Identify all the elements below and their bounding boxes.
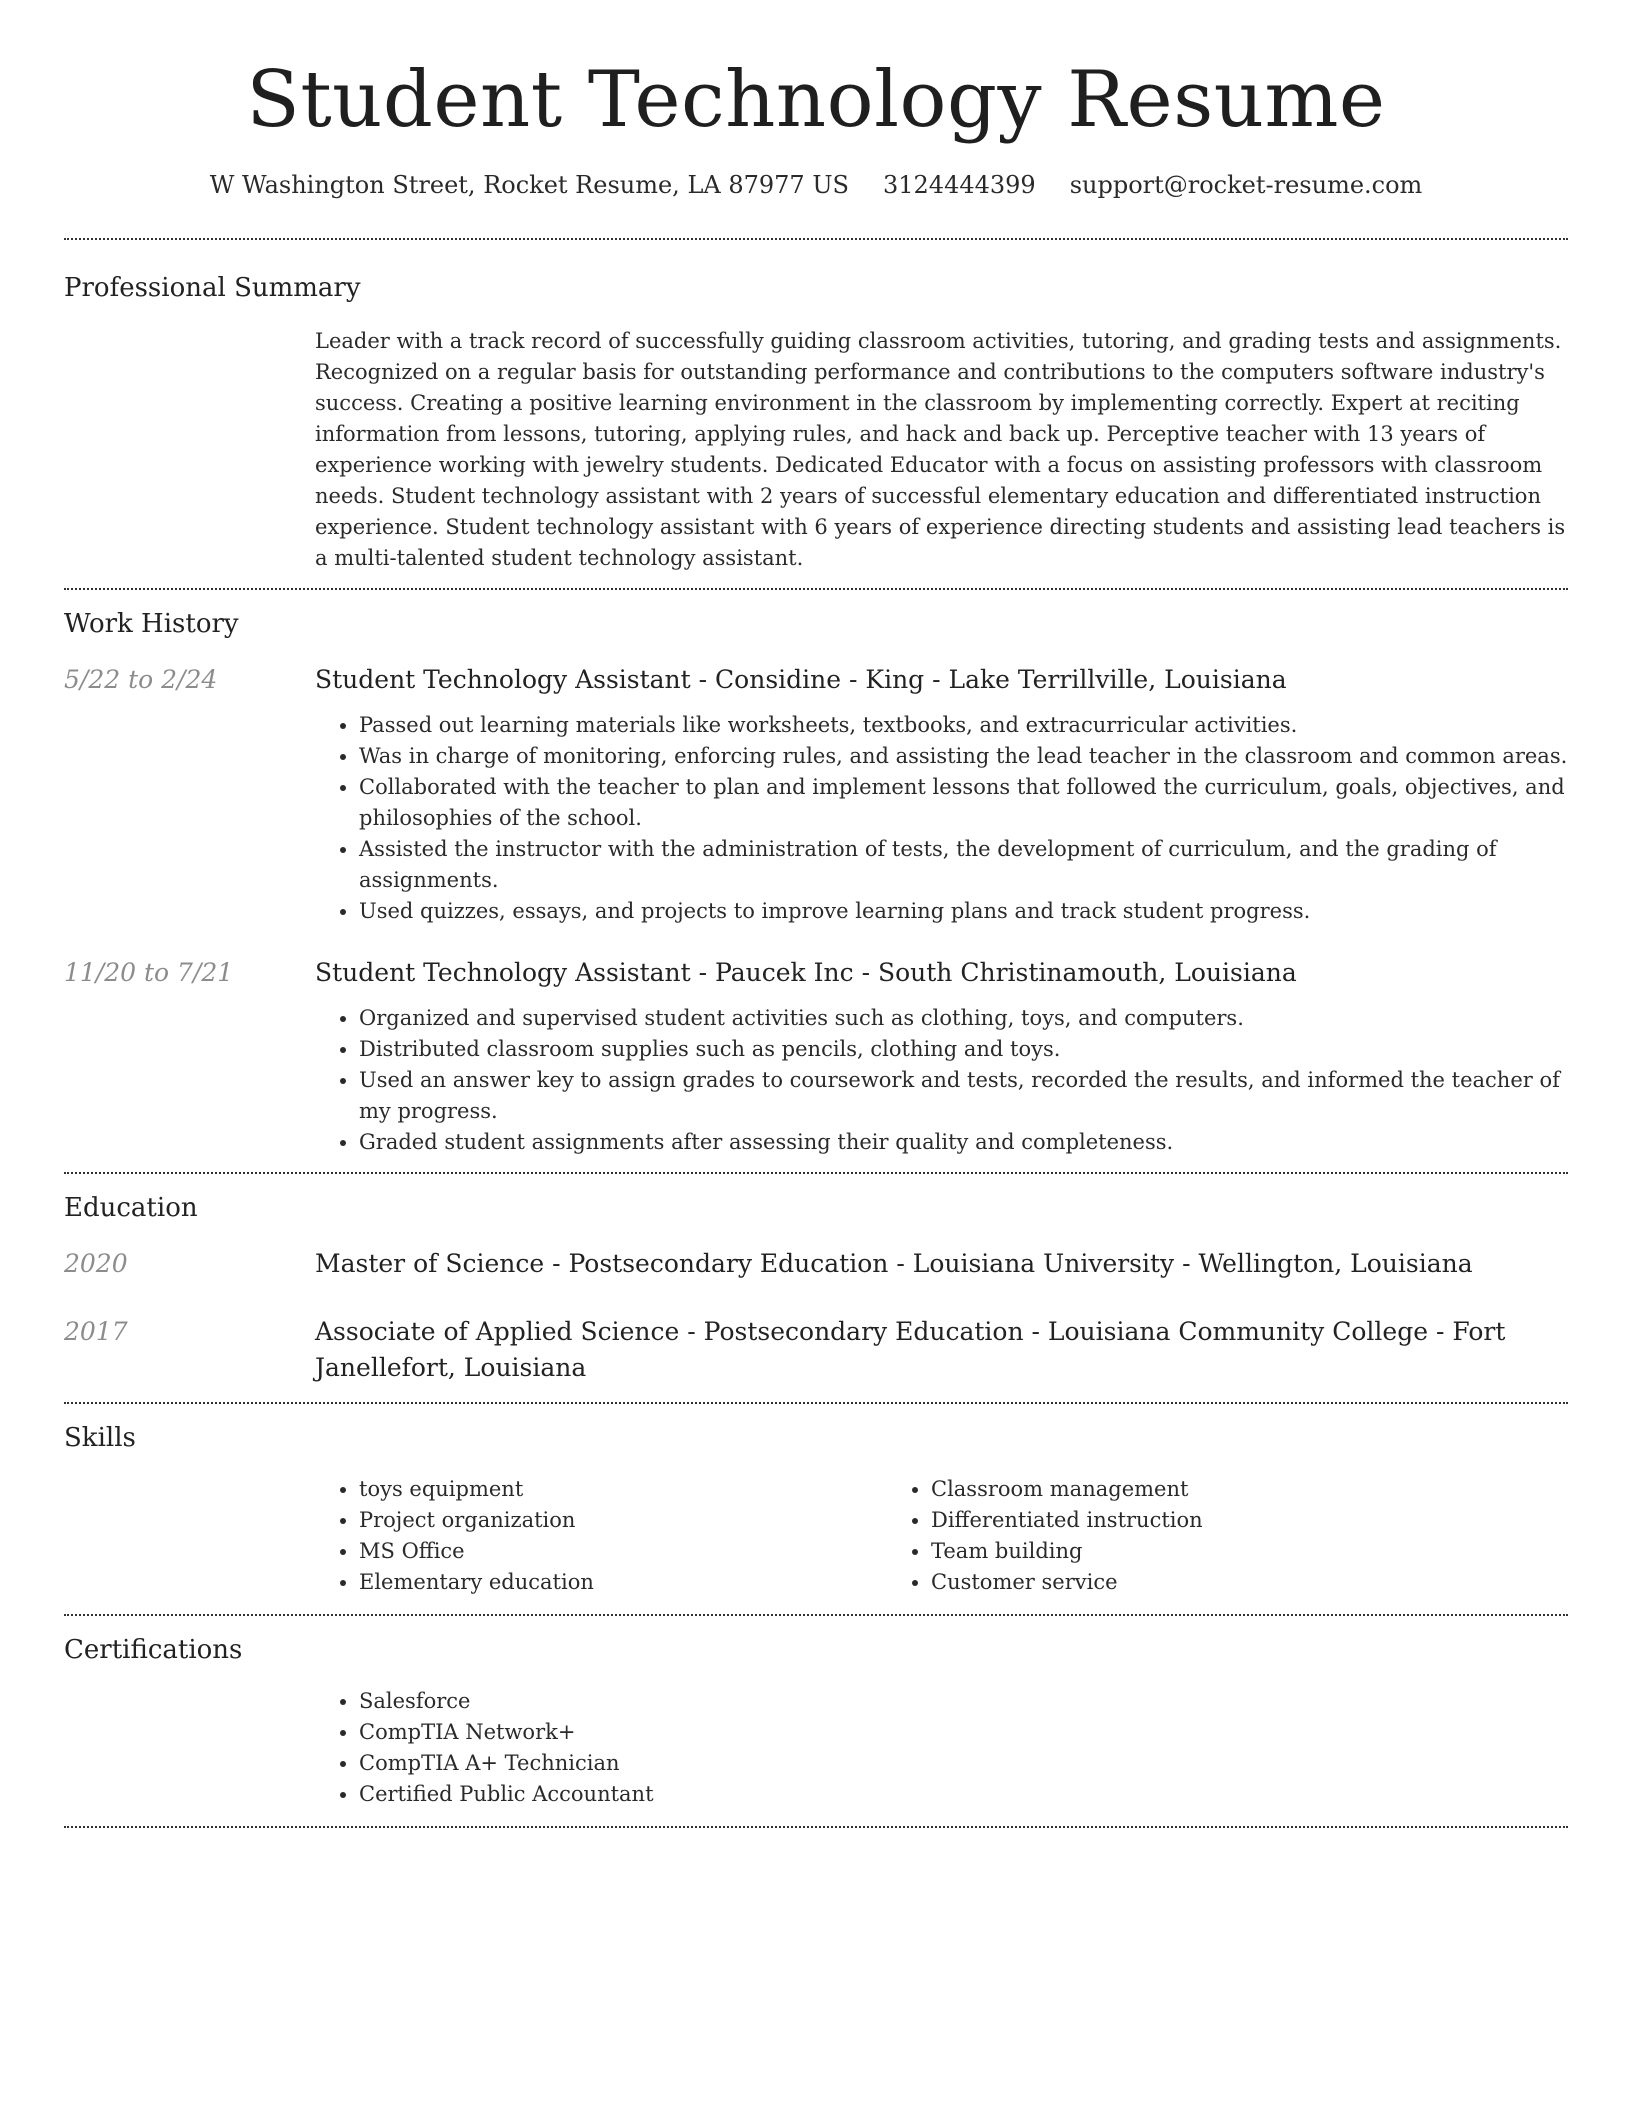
certifications-title: Certifications — [64, 1635, 243, 1665]
skills-grid — [315, 1474, 1568, 1598]
job-entry — [64, 662, 1568, 927]
resume-name: Student Technology Resume — [246, 55, 1386, 145]
job-bullet: • Passed out learning materials like worksheets, textbooks, and extracurricular activities. — [359, 710, 1568, 741]
certifications-section — [64, 1616, 1568, 1810]
certification-item: • CompTIA Network+ — [359, 1717, 1568, 1748]
skill-item: • Differentiated instruction — [931, 1505, 1459, 1536]
job-bullets — [315, 1003, 1568, 1158]
skill-item: • Classroom management — [931, 1474, 1459, 1505]
skill-item: • Elementary education — [359, 1567, 887, 1598]
resume-header — [64, 0, 1568, 202]
education-heading: Master of Science - Postsecondary Education - Louisiana University - Wellington, Louisiana — [315, 1249, 1473, 1278]
summary-text: Leader with a track record of successfully guiding classroom activities, tutoring, and grading tests and assignments. Recognized on a regular basis for outstanding performance and contributions to the computers software industry's success. Creating a positive learning environment in the classroom by implementing correctly. Expert at reciting information from lessons, tutoring, applying rules, and hack and back up. Perceptive teacher with 13 years of experience working with jewelry students. Dedicated Educator with a focus on assisting professors with classroom needs. Student technology assistant with 2 years of successful elementary education and differentiated instruction experience. Student technology assistant with 6 years of experience directing students and assisting lead teachers is a multi-talented student technology assistant. — [315, 329, 1566, 570]
skill-item: • MS Office — [359, 1536, 887, 1567]
certifications-bullets — [315, 1686, 1568, 1810]
skill-item: • Team building — [931, 1536, 1459, 1567]
summary-title: Professional Summary — [64, 273, 361, 303]
education-entry — [64, 1246, 1568, 1282]
section-divider — [64, 1826, 1568, 1828]
work-history-section — [64, 590, 1568, 1172]
summary-section — [64, 240, 1568, 574]
education-year: 2020 — [64, 1249, 128, 1278]
certification-item: • Salesforce — [359, 1686, 1568, 1717]
education-section — [64, 1174, 1568, 1386]
skills-section — [64, 1404, 1568, 1598]
skill-item: • Project organization — [359, 1505, 887, 1536]
skills-column-left — [315, 1474, 887, 1598]
job-date: 5/22 to 2/24 — [64, 665, 218, 694]
job-entry — [64, 955, 1568, 1172]
certification-item: • Certified Public Accountant — [359, 1779, 1568, 1810]
certifications-list — [315, 1686, 1568, 1810]
contact-email: support@rocket-resume.com — [1069, 171, 1423, 199]
skill-item: • Customer service — [931, 1567, 1459, 1598]
education-body — [315, 1314, 1568, 1386]
job-body — [315, 662, 1568, 927]
job-bullet: • Used an answer key to assign grades to coursework and tests, recorded the results, and informed the teacher of my progress. — [359, 1065, 1568, 1127]
job-bullets — [315, 710, 1568, 927]
job-body — [315, 955, 1568, 1172]
education-year: 2017 — [64, 1317, 128, 1346]
job-bullet: • Used quizzes, essays, and projects to improve learning plans and track student progress. — [359, 896, 1568, 927]
contact-address: W Washington Street, Rocket Resume, LA 87977 US — [209, 171, 849, 199]
job-bullet: • Was in charge of monitoring, enforcing rules, and assisting the lead teacher in the classroom and common areas. — [359, 741, 1568, 772]
certification-item: • CompTIA A+ Technician — [359, 1748, 1568, 1779]
education-entry — [64, 1314, 1568, 1386]
education-body — [315, 1246, 1568, 1282]
job-bullet: • Assisted the instructor with the administration of tests, the development of curriculum, and the grading of assignments. — [359, 834, 1568, 896]
job-bullet: • Distributed classroom supplies such as pencils, clothing and toys. — [359, 1034, 1568, 1065]
contact-line — [64, 168, 1568, 202]
job-bullet: • Collaborated with the teacher to plan and implement lessons that followed the curriculum, goals, objectives, and philosophies of the school. — [359, 772, 1568, 834]
job-bullet: • Organized and supervised student activities such as clothing, toys, and computers. — [359, 1003, 1568, 1034]
education-heading: Associate of Applied Science - Postsecondary Education - Louisiana Community College - Fort Janellefort, Louisiana — [315, 1317, 1506, 1382]
job-heading: Student Technology Assistant - Paucek Inc - South Christinamouth, Louisiana — [315, 958, 1297, 987]
skills-title: Skills — [64, 1423, 136, 1453]
contact-phone: 3124444399 — [882, 171, 1036, 199]
work-history-title: Work History — [64, 609, 239, 639]
job-bullet: • Graded student assignments after assessing their quality and completeness. — [359, 1127, 1568, 1158]
job-date: 11/20 to 7/21 — [64, 958, 234, 987]
job-heading: Student Technology Assistant - Considine - King - Lake Terrillville, Louisiana — [315, 665, 1287, 694]
skills-column-right — [887, 1474, 1459, 1598]
education-title: Education — [64, 1193, 198, 1223]
skill-item: • toys equipment — [359, 1474, 887, 1505]
